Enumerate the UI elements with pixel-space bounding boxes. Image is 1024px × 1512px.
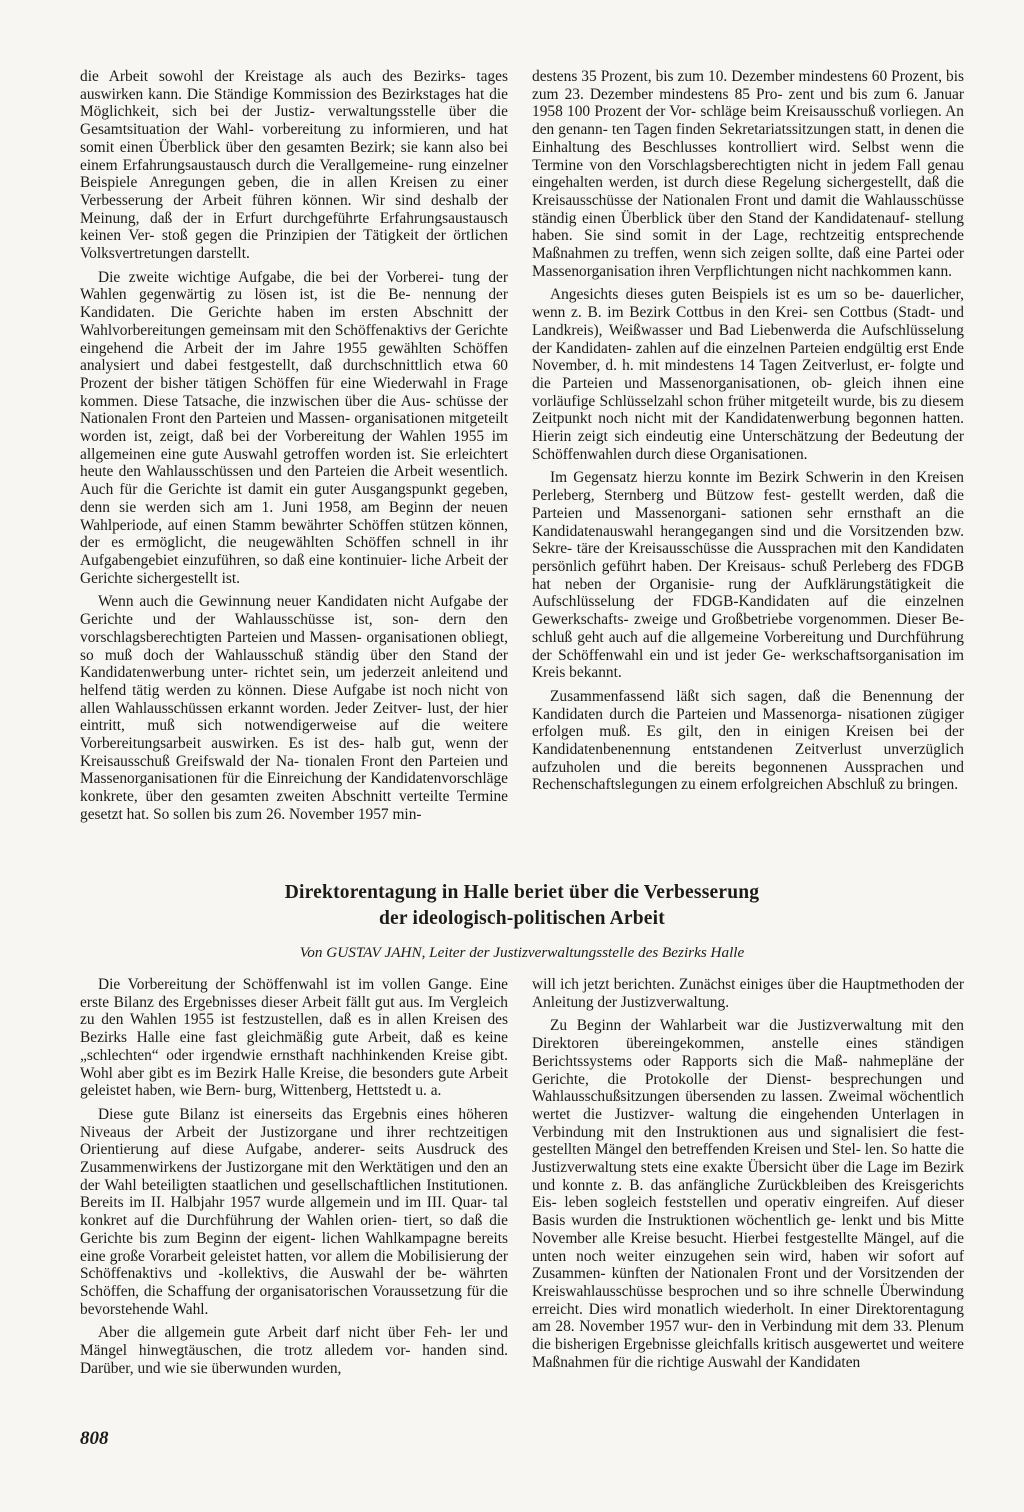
paragraph: Im Gegensatz hierzu konnte im Bezirk Schwerin in den Kreisen Perleberg, Sternberg und Bützow fest- gestellt werden, daß die Parteien und Massenorgani- sationen sehr ernsthaft an die Kandidatenauswahl herangegangen sind und die Vorsitzenden bzw. Sekre- täre der Kreisausschüsse die Aussprachen mit den Kandidaten persönlich geführt haben. Der Kreisaus- schuß Perleberg des FDGB hat neben der Organisie- rung der Aufklärungstätigkeit die Aufschlüsselung der FDGB-Kandidaten auf die einzelnen Gewerkschafts- zweige und Großbetriebe vorgenommen. Dieser Be- schluß geht auch auf die allgemeine Vorbereitung und Durchführung der Schöffenwahl ein und ist jeder Ge- werkschaftsorganisation im Kreis bekannt.: [532, 469, 964, 682]
paragraph: Die zweite wichtige Aufgabe, die bei der Vorberei- tung der Wahlen gegenwärtig zu lösen ist, ist die Be- nennung der Kandidaten. Die Gerichte haben im ersten Abschnitt der Wahlvorbereitungen gemeinsam mit den Schöffenaktivs der Gerichte eingehend die Arbeit der im Jahre 1955 gewählten Schöffen analysiert und dabei festgestellt, daß durchschnittlich etwa 60 Prozent der bisher tätigen Schöffen für eine Wiederwahl in Frage kommen. Diese Tatsache, die inzwischen über die Aus- schüsse der Nationalen Front den Parteien und Massen- organisationen mitgeteilt worden ist, zeigt, daß bei der Vorbereitung der Wahlen 1955 im allgemeinen eine gute Auswahl getroffen worden ist. Sie erleichtert heute den Wahlausschüssen und den Parteien die Arbeit wesentlich. Auch für die Gerichte ist damit ein guter Ausgangspunkt gegeben, denn sie werden sich am 1. Juni 1958, am Beginn der neuen Wahlperiode, auf einen Stamm bewährter Schöffen stützen können, der es ermöglicht, die neugewählten Schöffen schnell in ihr Aufgabengebiet einzuführen, so daß eine kontinuier- liche Arbeit der Gerichte sichergestellt ist.: [80, 268, 508, 587]
paragraph: Wenn auch die Gewinnung neuer Kandidaten nicht Aufgabe der Gerichte und der Wahlausschüsse ist, son- dern den vorschlagsberechtigten Parteien und Massen- organisationen obliegt, so muß doch der Wahlausschuß ständig über den Stand der Kandidatenwerbung unter- richtet sein, um jederzeit anleitend und helfend tätig werden zu können. Diese Aufgabe ist noch nicht von allen Wahlausschüssen erkannt worden. Jeder Zeitver- lust, der hier eintritt, muß sich notwendigerweise auf die weitere Vorbereitungsarbeit auswirken. Es ist des- halb gut, wenn der Kreisausschuß Greifswald der Na- tionalen Front den Parteien und Massenorganisationen für die Einreichung der Kandidatenvorschläge konkrete, über den gesamten zweiten Abschnitt verteilte Termine gesetzt hat. So sollen bis zum 26. November 1957 min-: [80, 593, 508, 823]
paragraph: Zu Beginn der Wahlarbeit war die Justizverwaltung mit den Direktoren übereingekommen, anstelle eines ständigen Berichtssystems oder Rapports sich die Maß- nahmepläne der Gerichte, die Protokolle der Dienst- besprechungen und Wahlausschußsitzungen übersenden zu lassen. Zweimal wöchentlich wertet die Justizver- waltung die eingehenden Unterlagen in Verbindung mit den Instruktionen aus und signalisiert die fest- gestellten Mängel den betreffenden Kreisen und Stel- len. So hatte die Justizverwaltung stets eine exakte Übersicht über die Lage im Bezirk und konnte z. B. das anfängliche Zurückbleiben des Kreisgerichts Eis- leben sogleich feststellen und operativ eingreifen. Auf dieser Basis wurden die Instruktionen wöchentlich ge- lenkt und bis Mitte November alle Kreise besucht. Hierbei festgestellte Mängel, auf die unten noch weiter einzugehen sein wird, haben wir sofort auf Zusammen- künften der Nationalen Front und der Vorsitzenden der Kreiswahlausschüsse besprochen und so ihre schnelle Überwindung erreicht. Dies wird monatlich wiederholt. In einer Direktorentagung am 28. November 1957 wur- den in Verbindung mit dem 33. Plenum die bisherigen Ergebnisse gleichfalls kritisch ausgewertet und weitere Maßnahmen für die richtige Auswahl der Kandidaten: [532, 1017, 964, 1371]
column-bottom-left: [80, 976, 508, 1383]
paragraph: Zusammenfassend läßt sich sagen, daß die Benennung der Kandidaten durch die Parteien und Massenorga- nisationen zügiger erfolgen muß. Es gilt, den in einigen Kreisen bei der Kandidatenbenennung entstandenen Zeitverlust unverzüglich aufzuholen und die bereits begonnenen Aussprachen und Rechenschaftslegungen zu einem erfolgreichen Abschluß zu bringen.: [532, 687, 964, 794]
column-bottom-right: [532, 976, 964, 1377]
column-top-left: [80, 68, 508, 830]
article-headline: [80, 880, 964, 932]
paragraph: Diese gute Bilanz ist einerseits das Ergebnis eines höheren Niveaus der Arbeit der Justizorgane und ihrer rechtzeitigen Orientierung auf diese Aufgabe, anderer- seits Ausdruck des Zusammenwirkens der Justizorgane mit den Werktätigen und den an der Wahl beteiligten staatlichen und gesellschaftlichen Institutionen. Bereits im II. Halbjahr 1957 wurde allgemein und im III. Quar- tal konkret auf die Durchführung der Wahlen orien- tiert, so daß die Gerichte bis zum Beginn der eigent- lichen Wahlkampagne bereits eine große Vorarbeit geleistet hatten, vor allem die Mobilisierung der Schöffenaktivs und -kollektivs, die Auswahl der be- währten Schöffen, die Schaffung der organisatorischen Voraussetzung für die bevorstehende Wahl.: [80, 1105, 508, 1318]
article-byline: Von GUSTAV JAHN, Leiter der Justizverwaltungsstelle des Bezirks Halle: [299, 944, 745, 961]
paragraph: Aber die allgemein gute Arbeit darf nicht über Feh- ler und Mängel hinwegtäuschen, die trotz alledem vor- handen sind. Darüber, und wie sie überwunden wurden,: [80, 1324, 508, 1377]
headline-line-2: der ideologisch-politischen Arbeit: [379, 908, 665, 929]
column-top-right: [532, 68, 964, 800]
paragraph: die Arbeit sowohl der Kreistage als auch des Bezirks- tages auswirken kann. Die Ständige Kommission des Bezirkstages hat die Möglichkeit, sich bei der Justiz- verwaltungsstelle über die Gesamtsituation der Wahl- vorbereitung zu informieren, und hat somit einen Überblick über den gesamten Bezirk; sie kann also bei einem Erfahrungsaustausch durch die Verallgemeine- rung einzelner Beispiele Anregungen geben, die in allen Kreisen zu einer Verbesserung der Arbeit führen können. Wir sind deshalb der Meinung, daß der in Erfurt durchgeführte Erfahrungsaustausch keinen Ver- stoß gegen die Prinzipien der Tätigkeit der örtlichen Volksvertretungen darstellt.: [80, 68, 508, 263]
paragraph: destens 35 Prozent, bis zum 10. Dezember mindestens 60 Prozent, bis zum 23. Dezember mindestens 85 Pro- zent und bis zum 6. Januar 1958 100 Prozent der Vor- schläge beim Kreisausschuß vorliegen. An den genann- ten Tagen finden Sekretariatssitzungen statt, in denen die Einhaltung des Beschlusses kontrolliert wird. Selbst wenn die Termine von den Vorschlagsberechtigten nicht in jedem Fall genau eingehalten werden, ist durch diese Regelung sichergestellt, daß die Kreisausschüsse der Nationalen Front und damit die Wahlausschüsse ständig einen Überblick über den Stand der Kandidatenauf- stellung haben. Sie sind somit in der Lage, rechtzeitig entsprechende Maßnahmen zu treffen, wenn sich zeigen sollte, daß eine Partei oder Massenorganisation ihren Verpflichtungen nicht nachkommen kann.: [532, 68, 964, 280]
paragraph: will ich jetzt berichten. Zunächst einiges über die Hauptmethoden der Anleitung der Justizverwaltung.: [532, 976, 964, 1011]
page-number: 808: [80, 1428, 109, 1449]
paragraph: Die Vorbereitung der Schöffenwahl ist im vollen Gange. Eine erste Bilanz des Ergebnisses dieser Arbeit fällt gut aus. Im Vergleich zu den Wahlen 1955 ist festzustellen, daß es in allen Kreisen des Bezirks Halle eine fast gleichmäßig gute Arbeit, daß es keine „schlechten“ oder irgendwie ernsthaft nachhinkenden Kreise gibt. Wohl aber gibt es im Bezirk Halle Kreise, die besonders gute Arbeit geleistet haben, wie Bern- burg, Wittenberg, Hettstedt u. a.: [80, 976, 508, 1100]
paragraph: Angesichts dieses guten Beispiels ist es um so be- dauerlicher, wenn z. B. im Bezirk Cottbus in den Krei- sen Cottbus (Stadt- und Landkreis), Weißwasser und Bad Liebenwerda die Aufschlüsselung der Kandidaten- zahlen auf die einzelnen Parteien endgültig erst Ende November, d. h. mit mindestens 14 Tagen Zeitverlust, er- folgte und die Parteien und Massenorganisationen, ob- gleich ihnen eine vorläufige Schlüsselzahl schon früher mitgeteilt wurde, bis zu diesem Zeitpunkt noch nicht mit der Kandidatenwerbung begonnen hatten. Hierin zeigt sich eindeutig eine Unterschätzung der Bedeutung der Schöffenwahlen durch diese Organisationen.: [532, 286, 964, 463]
headline-line-1: Direktorentagung in Halle beriet über die Verbesserung: [284, 882, 760, 903]
